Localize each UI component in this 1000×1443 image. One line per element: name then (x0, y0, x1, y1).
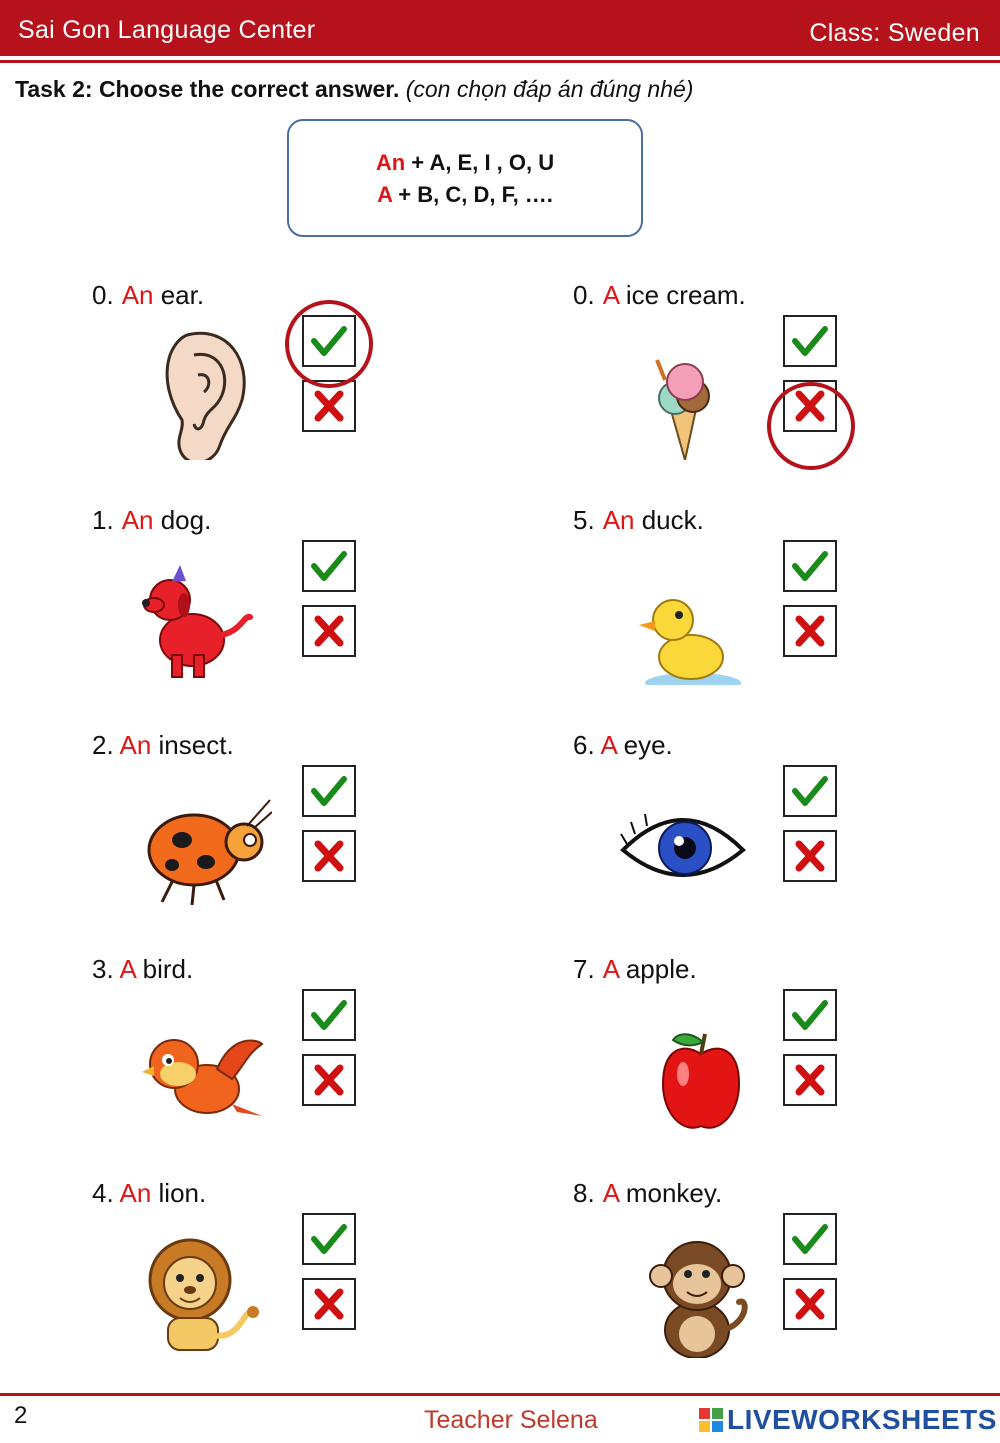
question-number: 2. (92, 730, 114, 760)
cross-option[interactable] (302, 1278, 356, 1330)
monkey-picture (613, 1218, 753, 1358)
rule-consonants: + B, C, D, F, …. (392, 182, 553, 207)
teacher-name: Teacher Selena (424, 1406, 598, 1434)
task-title: Task 2: Choose the correct answer. (15, 76, 400, 102)
question-article: A (602, 954, 619, 984)
rule-article-an: An (375, 150, 406, 175)
question-label (92, 1178, 206, 1209)
question-item (92, 280, 512, 500)
cross-option[interactable] (302, 605, 356, 657)
cross-option[interactable] (302, 1054, 356, 1106)
question-article: An (119, 730, 152, 760)
check-option[interactable] (783, 765, 837, 817)
check-icon (304, 1215, 354, 1263)
cross-icon (785, 607, 835, 655)
check-icon (785, 1215, 835, 1263)
question-article: An (602, 505, 635, 535)
ice-cream-picture (613, 320, 753, 460)
task-instruction (15, 76, 693, 103)
question-number: 5. (573, 505, 595, 535)
question-article: A (602, 280, 619, 310)
check-icon (785, 317, 835, 365)
apple-picture (613, 994, 753, 1134)
ladybug-picture (132, 770, 272, 910)
question-word: eye. (616, 730, 673, 760)
question-label (92, 730, 234, 761)
cross-icon (304, 1056, 354, 1104)
question-article: An (121, 280, 154, 310)
question-article: A (119, 954, 136, 984)
check-icon (304, 542, 354, 590)
cross-icon (304, 1280, 354, 1328)
check-option[interactable] (783, 989, 837, 1041)
rule-line-a (289, 179, 641, 211)
liveworksheets-icon (698, 1407, 724, 1433)
question-item (573, 954, 993, 1174)
check-option[interactable] (302, 1213, 356, 1265)
header-divider (0, 60, 1000, 63)
question-label (92, 954, 193, 985)
question-word: apple. (618, 954, 697, 984)
selected-answer-circle (285, 300, 373, 388)
question-item (92, 954, 512, 1174)
cross-icon (785, 1056, 835, 1104)
check-option[interactable] (302, 540, 356, 592)
question-article: An (121, 505, 154, 535)
cross-option[interactable] (783, 830, 837, 882)
question-label (92, 280, 204, 311)
rule-article-a: A (377, 182, 393, 207)
cross-option[interactable] (783, 1054, 837, 1106)
question-word: bird. (135, 954, 194, 984)
lion-picture (132, 1218, 272, 1358)
check-option[interactable] (783, 315, 837, 367)
orange-bird-picture (132, 994, 272, 1134)
page-number: 2 (14, 1402, 28, 1429)
check-icon (304, 991, 354, 1039)
question-label (573, 280, 746, 311)
duck-picture (613, 545, 753, 685)
check-option[interactable] (783, 1213, 837, 1265)
school-name: Sai Gon Language Center (18, 16, 316, 44)
ear-picture (132, 320, 272, 460)
check-option[interactable] (302, 989, 356, 1041)
cross-option[interactable] (783, 1278, 837, 1330)
question-word: dog. (153, 505, 212, 535)
liveworksheets-logo[interactable] (698, 1404, 997, 1436)
check-option[interactable] (302, 765, 356, 817)
question-number: 0. (92, 280, 114, 310)
check-icon (785, 767, 835, 815)
eye-picture (613, 770, 753, 910)
question-number: 0. (573, 280, 595, 310)
question-word: insect. (151, 730, 234, 760)
footer-divider (0, 1393, 1000, 1396)
question-number: 1. (92, 505, 114, 535)
question-label (573, 730, 673, 761)
task-hint: (con chọn đáp án đúng nhé) (405, 76, 694, 102)
question-word: lion. (151, 1178, 207, 1208)
question-label (573, 1178, 722, 1209)
question-number: 3. (92, 954, 114, 984)
question-item (92, 730, 512, 950)
question-label (92, 505, 211, 536)
cross-option[interactable] (783, 605, 837, 657)
cross-icon (785, 832, 835, 880)
rule-vowels: + A, E, I , O, U (405, 150, 555, 175)
question-item (92, 505, 512, 725)
check-icon (785, 991, 835, 1039)
check-icon (304, 767, 354, 815)
cross-icon (304, 607, 354, 655)
cross-icon (304, 832, 354, 880)
selected-answer-circle (767, 382, 855, 470)
question-article: A (602, 1178, 619, 1208)
cross-icon (304, 382, 354, 430)
header-bar (0, 0, 1000, 56)
question-item (573, 1178, 993, 1398)
question-article: An (119, 1178, 152, 1208)
question-item (92, 1178, 512, 1398)
rule-line-an (289, 147, 641, 179)
question-label (573, 505, 704, 536)
question-number: 7. (573, 954, 595, 984)
question-word: ice cream. (618, 280, 746, 310)
check-option[interactable] (783, 540, 837, 592)
question-number: 6. (573, 730, 595, 760)
class-name: Class: Sweden (809, 19, 980, 47)
check-icon (785, 542, 835, 590)
question-item (573, 280, 993, 500)
red-dog-picture (132, 545, 272, 685)
question-word: monkey. (618, 1178, 723, 1208)
cross-option[interactable] (302, 830, 356, 882)
question-label (573, 954, 697, 985)
question-item (573, 730, 993, 950)
question-article: A (600, 730, 617, 760)
question-word: ear. (153, 280, 205, 310)
question-word: duck. (634, 505, 704, 535)
grammar-rule-box (287, 119, 643, 237)
brand-text: LIVEWORKSHEETS (727, 1404, 997, 1435)
cross-icon (785, 1280, 835, 1328)
question-item (573, 505, 993, 725)
question-number: 8. (573, 1178, 595, 1208)
question-number: 4. (92, 1178, 114, 1208)
